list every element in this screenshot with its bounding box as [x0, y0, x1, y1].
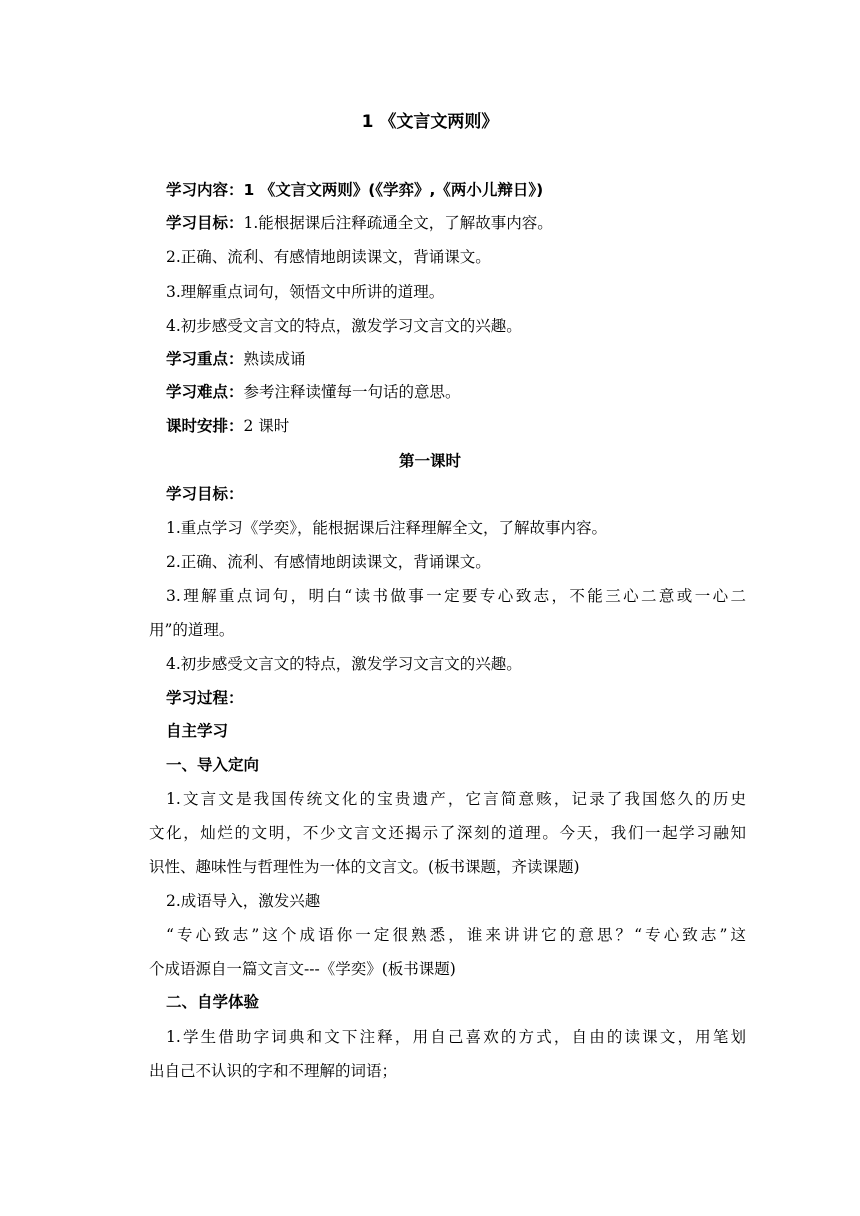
content-line — [0, 180, 860, 200]
schedule-line — [0, 416, 860, 436]
part-2-heading: 二、自学体验 — [166, 993, 260, 1011]
key-point-value: 熟读成诵 — [243, 350, 306, 368]
para-4-line-1 — [0, 1027, 860, 1047]
content-label: 学习内容： — [166, 181, 244, 199]
para-2: 2.成语导入，激发兴趣 — [166, 892, 321, 910]
lesson-goal-3-line-2: 用”的道理。 — [149, 621, 235, 639]
para-1-text-2: 文化，灿烂的文明，不少文言文还揭示了深刻的道理。今天，我们一起学习融知 — [149, 824, 746, 842]
process-label: 学习过程： — [166, 689, 244, 707]
difficulty-value: 参考注释读懂每一句话的意思。 — [243, 383, 461, 401]
goal-item-1: 1.能根据课后注释疏通全文，了解故事内容。 — [243, 214, 553, 232]
schedule-label: 课时安排： — [166, 417, 244, 435]
goal-item-4: 4.初步感受文言文的特点，激发学习文言文的兴趣。 — [166, 317, 522, 335]
lesson-goal-1: 1.重点学习《学奕》，能根据课后注释理解全文，了解故事内容。 — [166, 519, 608, 537]
goal-item-2: 2.正确、流利、有感情地朗读课文，背诵课文。 — [166, 248, 491, 266]
lesson-goal-4: 4.初步感受文言文的特点，激发学习文言文的兴趣。 — [166, 655, 522, 673]
lesson-goal-2: 2.正确、流利、有感情地朗读课文，背诵课文。 — [166, 553, 491, 571]
goal-item-3: 3.理解重点词句，领悟文中所讲的道理。 — [166, 283, 445, 301]
part-1-heading: 一、导入定向 — [166, 756, 260, 774]
page-title: 1 《文言文两则》 — [361, 112, 499, 132]
para-1-line-3: 识性、趣味性与哲理性为一体的文言文。(板书课题，齐读课题) — [149, 858, 580, 876]
para-4-line-2: 出自己不认识的字和不理解的词语； — [149, 1062, 398, 1080]
goal-label: 学习目标： — [166, 214, 244, 232]
para-1-line-1 — [0, 789, 860, 809]
para-1-line-2 — [0, 823, 860, 843]
goal-line — [0, 213, 860, 233]
lesson-goal-label: 学习目标： — [166, 485, 244, 503]
para-4-text-1: 1.学生借助字词典和文下注释，用自己喜欢的方式，自由的读课文，用笔划 — [166, 1028, 746, 1046]
lesson-goal-3-line-1: 3.理解重点词句，明白“读书做事一定要专心致志，不能三心二意或一心二 — [166, 587, 746, 605]
key-point-label: 学习重点： — [166, 350, 244, 368]
para-3-text-1: “专心致志”这个成语你一定很熟悉，谁来讲讲它的意思？“专心致志”这 — [166, 926, 746, 944]
self-study-heading: 自主学习 — [166, 722, 229, 740]
difficulty-line — [0, 382, 860, 402]
schedule-value: 2 课时 — [243, 417, 290, 435]
content-value: 1 《文言文两则》(《学弈》,《两小儿辩日》) — [243, 181, 544, 199]
key-point-line — [0, 349, 860, 369]
para-3-line-2: 个成语源自一篇文言文---《学奕》(板书课题) — [149, 960, 456, 978]
section-title: 第一课时 — [398, 452, 461, 470]
para-1-text-1: 1.文言文是我国传统文化的宝贵遗产，它言简意赅，记录了我国悠久的历史 — [166, 790, 746, 808]
lesson-goal-3 — [0, 586, 860, 606]
difficulty-label: 学习难点： — [166, 383, 244, 401]
para-3-line-1 — [0, 925, 860, 945]
